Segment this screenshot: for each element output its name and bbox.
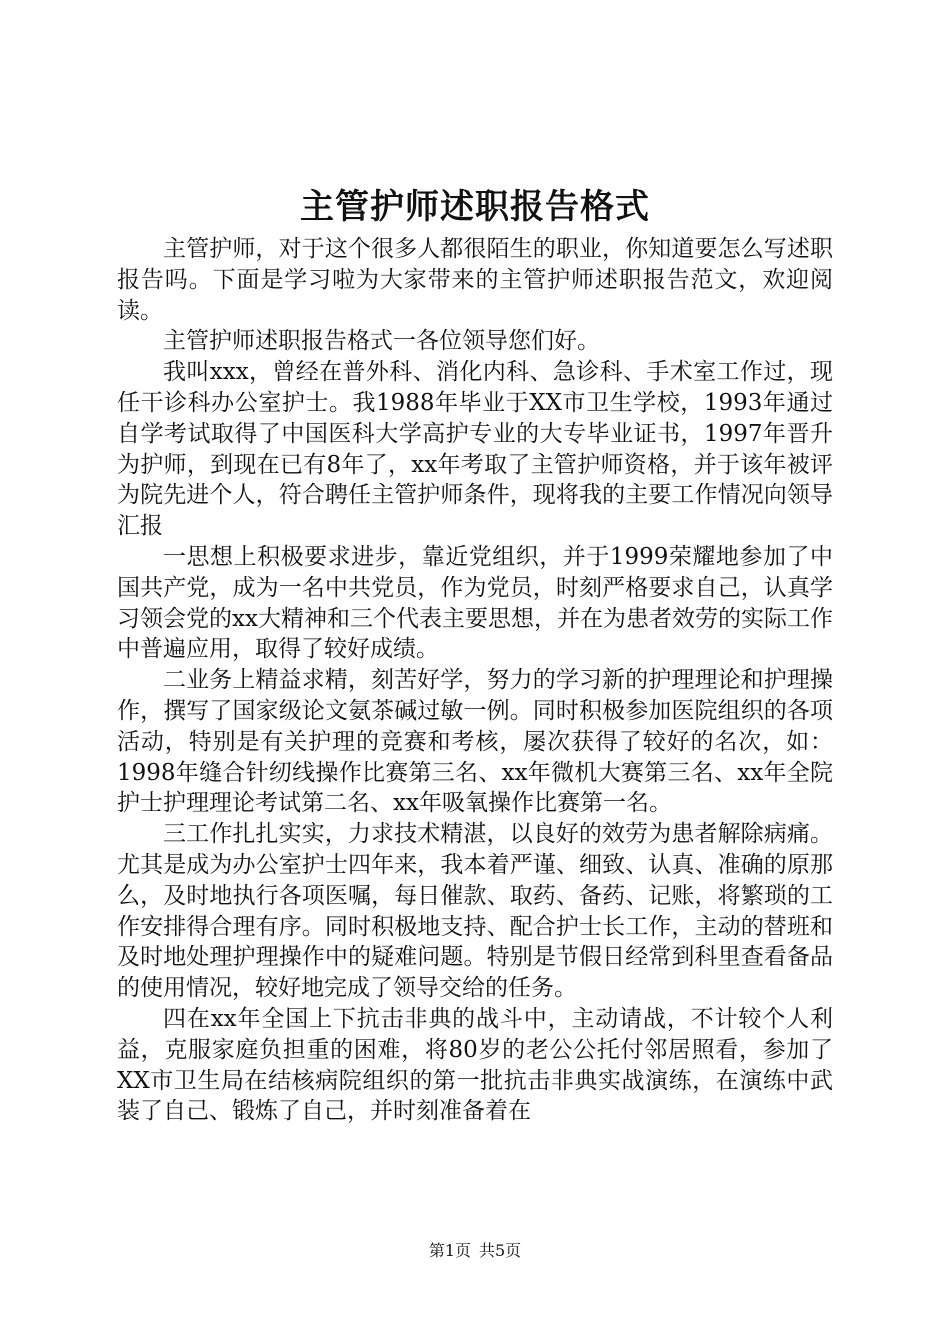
paragraph-section-one: 一思想上积极要求进步，靠近党组织，并于1999荣耀地参加了中国共产党，成为一名中共党员，作为党员，时刻严格要求自己，认真学习领会党的xx大精神和三个代表主要思想，并在为患者效劳的实际工作中普遍应用，取得了较好成绩。 <box>117 543 833 663</box>
paragraph-section-three: 三工作扎扎实实，力求技术精湛，以良好的效劳为患者解除病痛。尤其是成为办公室护士四年来，我本着严谨、细致、认真、准确的原那么，及时地执行各项医嘱，每日催款、取药、备药、记账，将繁琐的工作安排得合理有序。同时积极地支持、配合护士长工作，主动的替班和及时地处理护理操作中的疑难问题。特别是节假日经常到科里查看备品的使用情况，较好地完成了领导交给的任务。 <box>117 821 833 1002</box>
paragraph-greeting: 主管护师述职报告格式一各位领导您们好。 <box>163 328 600 355</box>
page-number: 第1页 <box>428 1241 471 1260</box>
document-body <box>117 234 833 1127</box>
paragraph-section-four: 四在xx年全国上下抗击非典的战斗中，主动请战，不计较个人利益，克服家庭负担重的困难，将80岁的老公公托付邻居照看，参加了XX市卫生局在结核病院组织的第一批抗击非典实战演练，在演练中武装了自己、锻炼了自己，并时刻准备着在 <box>117 1005 833 1125</box>
document-title: 主管护师述职报告格式 <box>300 187 650 227</box>
paragraph-section-two: 二业务上精益求精，刻苦好学，努力的学习新的护理理论和护理操作，撰写了国家级论文氨茶碱过敏一例。同时积极参加医院组织的各项活动，特别是有关护理的竞赛和考核，屡次获得了较好的名次，如：1998年缝合针纫线操作比赛第三名、xx年微机大赛第三名、xx年全院护士护理理论考试第二名、xx年吸氧操作比赛第一名。 <box>117 667 833 817</box>
paragraph-intro: 主管护师，对于这个很多人都很陌生的职业，你知道要怎么写述职报告吗。下面是学习啦为大家带来的主管护师述职报告范文，欢迎阅读。 <box>117 236 833 324</box>
page-footer <box>0 1240 950 1262</box>
paragraph-self-introduction: 我叫xxx，曾经在普外科、消化内科、急诊科、手术室工作过，现任干诊科办公室护士。我1988年毕业于XX市卫生学校，1993年通过自学考试取得了中国医科大学高护专业的大专毕业证书，1997年晋升为护师，到现在已有8年了，xx年考取了主管护师资格，并于该年被评为院先进个人，符合聘任主管护师条件，现将我的主要工作情况向领导汇报 <box>117 359 833 540</box>
page-total: 共5页 <box>479 1241 522 1260</box>
